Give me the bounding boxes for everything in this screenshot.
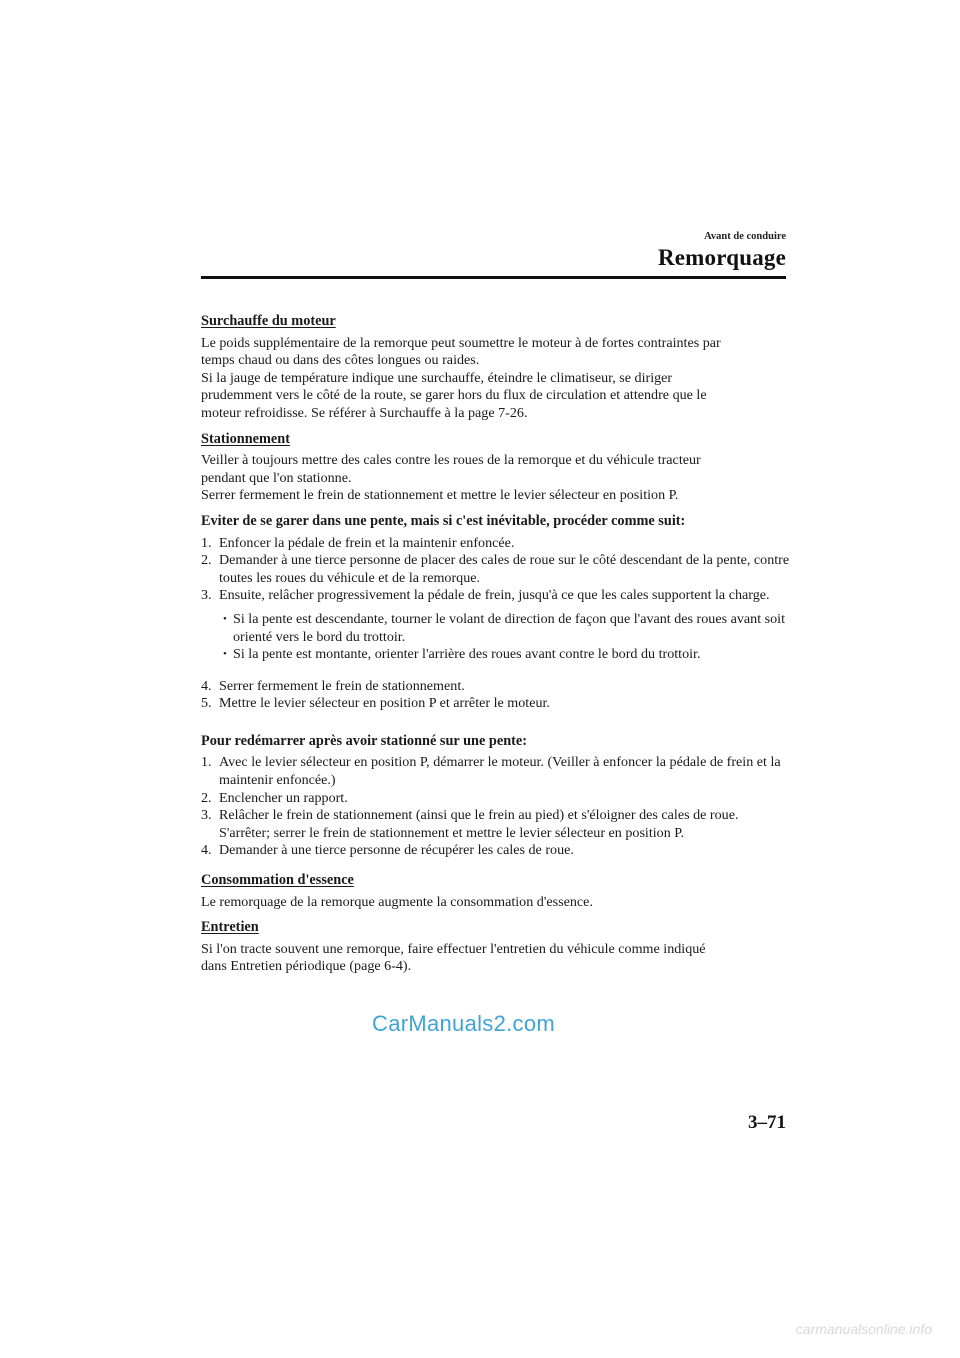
fuel-paragraph: Le remorquage de la remorque augmente la consommation d'essence. — [201, 893, 593, 910]
restart-steps-list — [201, 754, 791, 860]
watermark-link[interactable]: CarManuals2.com — [372, 1011, 556, 1036]
text-line: Serrer fermement le frein de stationnement et mettre le levier sélecteur en position P. — [201, 487, 679, 504]
text-line: Si la jauge de température indique une surchauffe, éteindre le climatiseur, se diriger — [201, 369, 673, 386]
text-line: pendant que l'on stationne. — [201, 469, 352, 486]
slope-heading: Eviter de se garer dans une pente, mais si c'est inévitable, procéder comme suit: — [201, 512, 686, 529]
text-line: Veiller à toujours mettre des cales contre les roues de la remorque et du véhicule tracteur — [201, 452, 701, 469]
slope-steps-list — [201, 535, 791, 605]
footer-logo: carmanualsonline.info — [795, 1321, 932, 1337]
list-item: 3. Relâcher le frein de stationnement (ainsi que le frein au pied) et s'éloigner des cales de roue. S'arrêter; serrer le frein de stationnement et mettre le levier sélecteur en position P. — [201, 807, 739, 841]
list-item: 5. Mettre le levier sélecteur en position P et arrêter le moteur. — [201, 695, 550, 712]
parking-paragraph — [201, 452, 791, 505]
maintenance-paragraph — [201, 941, 791, 976]
text-line: moteur refroidisse. Se référer à Surchauffe à la page 7-26. — [201, 404, 528, 421]
slope-steps-list-continued — [201, 678, 791, 713]
bullet-icon: • — [223, 648, 227, 661]
header-rule — [201, 276, 786, 279]
list-item: 2. Enclencher un rapport. — [201, 789, 348, 806]
list-item: 4. Demander à une tierce personne de récupérer les cales de roue. — [201, 842, 574, 859]
bullet-item: • Si la pente est descendante, tourner le volant de direction de façon que l'avant des roues avant soit orienté vers le bord du trottoir. — [223, 610, 786, 645]
overheat-paragraph — [201, 335, 791, 423]
list-item: 4. Serrer fermement le frein de stationnement. — [201, 677, 465, 694]
bullet-item: • Si la pente est montante, orienter l'arrière des roues avant contre le bord du trottoir. — [223, 646, 701, 663]
list-item: 1. Avec le levier sélecteur en position P, démarrer le moteur. (Veiller à enfoncer la pédale de frein et la maintenir enfoncée.) — [201, 754, 781, 789]
overheat-heading: Surchauffe du moteur — [201, 313, 336, 329]
list-item: 2. Demander à une tierce personne de placer des cales de roue sur le côté descendant de la pente, contre toutes les roues du véhicule et de la remorque. — [201, 552, 790, 586]
page-number: 3–71 — [748, 1112, 786, 1133]
slope-bullets-list — [223, 611, 791, 664]
list-item: 1. Enfoncer la pédale de frein et la maintenir enfoncée. — [201, 534, 515, 551]
page-title: Remorquage — [657, 245, 786, 270]
text-line: Si l'on tracte souvent une remorque, faire effectuer l'entretien du véhicule comme indiqué — [201, 940, 706, 957]
fuel-heading: Consommation d'essence — [201, 872, 354, 889]
parking-heading: Stationnement — [201, 430, 290, 447]
text-line: dans Entretien périodique (page 6-4). — [201, 958, 412, 975]
list-item: 3. Ensuite, relâcher progressivement la pédale de frein, jusqu'à ce que les cales supportent la charge. — [201, 587, 770, 604]
text-line: temps chaud ou dans des côtes longues ou raides. — [201, 352, 480, 369]
text-line: Le poids supplémentaire de la remorque peut soumettre le moteur à de fortes contraintes par — [201, 334, 721, 351]
maintenance-heading: Entretien — [201, 919, 259, 936]
text-line: prudemment vers le côté de la route, se garer hors du flux de circulation et attendre que le — [201, 387, 707, 404]
header-section-label: Avant de conduire — [704, 231, 786, 242]
page-content — [201, 313, 791, 976]
bullet-icon: • — [223, 612, 227, 625]
restart-heading: Pour redémarrer après avoir stationné sur une pente: — [201, 732, 528, 749]
